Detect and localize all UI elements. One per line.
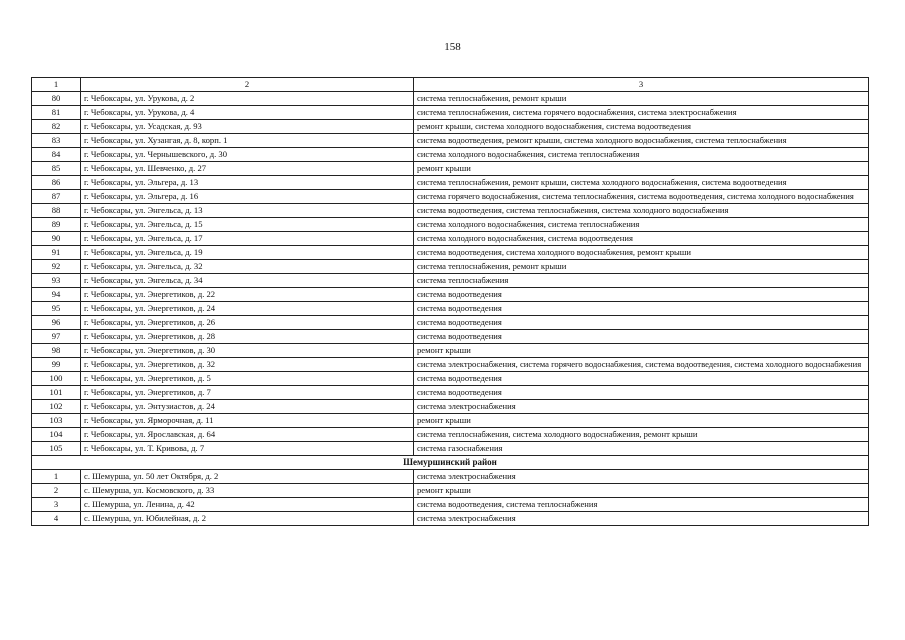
table-row [32, 260, 869, 274]
address-cell: г. Чебоксары, ул. Усадская, д. 93 [81, 120, 414, 134]
table-body [32, 78, 869, 526]
row-number-cell: 1 [32, 470, 81, 484]
repair-works-table [31, 77, 869, 526]
works-cell: система теплоснабжения, ремонт крыши [414, 92, 869, 106]
table-row [32, 148, 869, 162]
table-row [32, 120, 869, 134]
row-number-cell: 93 [32, 274, 81, 288]
table-row [32, 274, 869, 288]
table-row [32, 176, 869, 190]
address-cell: г. Чебоксары, ул. Ярморочная, д. 11 [81, 414, 414, 428]
column-header-address: 2 [81, 78, 414, 92]
address-cell: г. Чебоксары, ул. Энгельса, д. 15 [81, 218, 414, 232]
works-cell: система электроснабжения [414, 512, 869, 526]
table-row [32, 330, 869, 344]
address-cell: г. Чебоксары, ул. Энергетиков, д. 22 [81, 288, 414, 302]
table-row [32, 232, 869, 246]
address-cell: г. Чебоксары, ул. Энергетиков, д. 24 [81, 302, 414, 316]
table-row [32, 204, 869, 218]
address-cell: г. Чебоксары, ул. Хузангая, д. 8, корп. 1 [81, 134, 414, 148]
works-cell: система электроснабжения [414, 470, 869, 484]
address-cell: г. Чебоксары, ул. Энергетиков, д. 30 [81, 344, 414, 358]
row-number-cell: 100 [32, 372, 81, 386]
table-row [32, 106, 869, 120]
row-number-cell: 95 [32, 302, 81, 316]
table-row [32, 442, 869, 456]
row-number-cell: 83 [32, 134, 81, 148]
address-cell: г. Чебоксары, ул. Энгельса, д. 13 [81, 204, 414, 218]
address-cell: г. Чебоксары, ул. Энтузиастов, д. 24 [81, 400, 414, 414]
works-cell: система водоотведения [414, 372, 869, 386]
works-cell: система теплоснабжения, ремонт крыши [414, 260, 869, 274]
address-cell: с. Шемурша, ул. Ленина, д. 42 [81, 498, 414, 512]
works-cell: система водоотведения, система теплоснабжения [414, 498, 869, 512]
works-cell: система теплоснабжения, система горячего водоснабжения, система электроснабжения [414, 106, 869, 120]
works-cell: система водоотведения, система теплоснабжения, система холодного водоснабжения [414, 204, 869, 218]
works-cell: система теплоснабжения [414, 274, 869, 288]
works-cell: ремонт крыши [414, 414, 869, 428]
table-row [32, 92, 869, 106]
address-cell: г. Чебоксары, ул. Энгельса, д. 34 [81, 274, 414, 288]
works-cell: ремонт крыши [414, 344, 869, 358]
table-row [32, 428, 869, 442]
row-number-cell: 99 [32, 358, 81, 372]
address-cell: с. Шемурша, ул. Космовского, д. 33 [81, 484, 414, 498]
row-number-cell: 97 [32, 330, 81, 344]
address-cell: г. Чебоксары, ул. Урукова, д. 4 [81, 106, 414, 120]
row-number-cell: 98 [32, 344, 81, 358]
address-cell: г. Чебоксары, ул. Энергетиков, д. 7 [81, 386, 414, 400]
address-cell: г. Чебоксары, ул. Энергетиков, д. 28 [81, 330, 414, 344]
table-row [32, 316, 869, 330]
works-cell: система водоотведения [414, 386, 869, 400]
row-number-cell: 94 [32, 288, 81, 302]
row-number-cell: 3 [32, 498, 81, 512]
table-row [32, 358, 869, 372]
row-number-cell: 105 [32, 442, 81, 456]
row-number-cell: 88 [32, 204, 81, 218]
section-title: Шемуршинский район [32, 456, 869, 470]
row-number-cell: 80 [32, 92, 81, 106]
works-cell: система водоотведения [414, 330, 869, 344]
table-row [32, 414, 869, 428]
row-number-cell: 104 [32, 428, 81, 442]
address-cell: г. Чебоксары, ул. Шевченко, д. 27 [81, 162, 414, 176]
works-cell: система электроснабжения [414, 400, 869, 414]
address-cell: г. Чебоксары, ул. Эльгера, д. 13 [81, 176, 414, 190]
works-cell: система водоотведения, система холодного водоснабжения, ремонт крыши [414, 246, 869, 260]
table-row [32, 470, 869, 484]
works-cell: система холодного водоснабжения, система теплоснабжения [414, 218, 869, 232]
works-cell: система горячего водоснабжения, система теплоснабжения, система водоотведения, система холодного водоснабжения [414, 190, 869, 204]
address-cell: г. Чебоксары, ул. Эльгера, д. 16 [81, 190, 414, 204]
works-cell: система водоотведения [414, 302, 869, 316]
address-cell: г. Чебоксары, ул. Ярославская, д. 64 [81, 428, 414, 442]
table-row [32, 134, 869, 148]
page-number: 158 [444, 41, 461, 53]
row-number-cell: 103 [32, 414, 81, 428]
works-cell: система водоотведения [414, 288, 869, 302]
address-cell: г. Чебоксары, ул. Чернышевского, д. 30 [81, 148, 414, 162]
works-cell: система электроснабжения, система горячего водоснабжения, система водоотведения, система холодного водоснабжения [414, 358, 869, 372]
works-cell: ремонт крыши [414, 484, 869, 498]
address-cell: г. Чебоксары, ул. Энергетиков, д. 5 [81, 372, 414, 386]
address-cell: г. Чебоксары, ул. Энгельса, д. 17 [81, 232, 414, 246]
table-row [32, 162, 869, 176]
table-row [32, 190, 869, 204]
row-number-cell: 84 [32, 148, 81, 162]
row-number-cell: 101 [32, 386, 81, 400]
row-number-cell: 89 [32, 218, 81, 232]
row-number-cell: 87 [32, 190, 81, 204]
works-cell: система газоснабжения [414, 442, 869, 456]
table-row [32, 498, 869, 512]
column-number-row [32, 78, 869, 92]
address-cell: с. Шемурша, ул. 50 лет Октября, д. 2 [81, 470, 414, 484]
works-cell: система холодного водоснабжения, система водоотведения [414, 232, 869, 246]
table-row [32, 218, 869, 232]
address-cell: с. Шемурша, ул. Юбилейная, д. 2 [81, 512, 414, 526]
table-row [32, 246, 869, 260]
row-number-cell: 96 [32, 316, 81, 330]
table-row [32, 372, 869, 386]
row-number-cell: 81 [32, 106, 81, 120]
works-cell: система теплоснабжения, система холодного водоснабжения, ремонт крыши [414, 428, 869, 442]
row-number-cell: 82 [32, 120, 81, 134]
works-cell: система водоотведения, ремонт крыши, система холодного водоснабжения, система теплоснабжения [414, 134, 869, 148]
works-cell: система водоотведения [414, 316, 869, 330]
row-number-cell: 86 [32, 176, 81, 190]
works-cell: система теплоснабжения, ремонт крыши, система холодного водоснабжения, система водоотведения [414, 176, 869, 190]
table-row [32, 386, 869, 400]
row-number-cell: 2 [32, 484, 81, 498]
address-cell: г. Чебоксары, ул. Т. Кривова, д. 7 [81, 442, 414, 456]
table-row [32, 288, 869, 302]
table-row [32, 344, 869, 358]
works-cell: система холодного водоснабжения, система теплоснабжения [414, 148, 869, 162]
works-cell: ремонт крыши, система холодного водоснабжения, система водоотведения [414, 120, 869, 134]
row-number-cell: 85 [32, 162, 81, 176]
row-number-cell: 4 [32, 512, 81, 526]
address-cell: г. Чебоксары, ул. Урукова, д. 2 [81, 92, 414, 106]
address-cell: г. Чебоксары, ул. Энергетиков, д. 32 [81, 358, 414, 372]
column-header-number: 1 [32, 78, 81, 92]
row-number-cell: 102 [32, 400, 81, 414]
address-cell: г. Чебоксары, ул. Энергетиков, д. 26 [81, 316, 414, 330]
table-row [32, 400, 869, 414]
column-header-works: 3 [414, 78, 869, 92]
row-number-cell: 91 [32, 246, 81, 260]
table-row [32, 512, 869, 526]
address-cell: г. Чебоксары, ул. Энгельса, д. 19 [81, 246, 414, 260]
row-number-cell: 92 [32, 260, 81, 274]
table-row [32, 302, 869, 316]
table-row [32, 484, 869, 498]
works-cell: ремонт крыши [414, 162, 869, 176]
address-cell: г. Чебоксары, ул. Энгельса, д. 32 [81, 260, 414, 274]
section-heading-row [32, 456, 869, 470]
row-number-cell: 90 [32, 232, 81, 246]
